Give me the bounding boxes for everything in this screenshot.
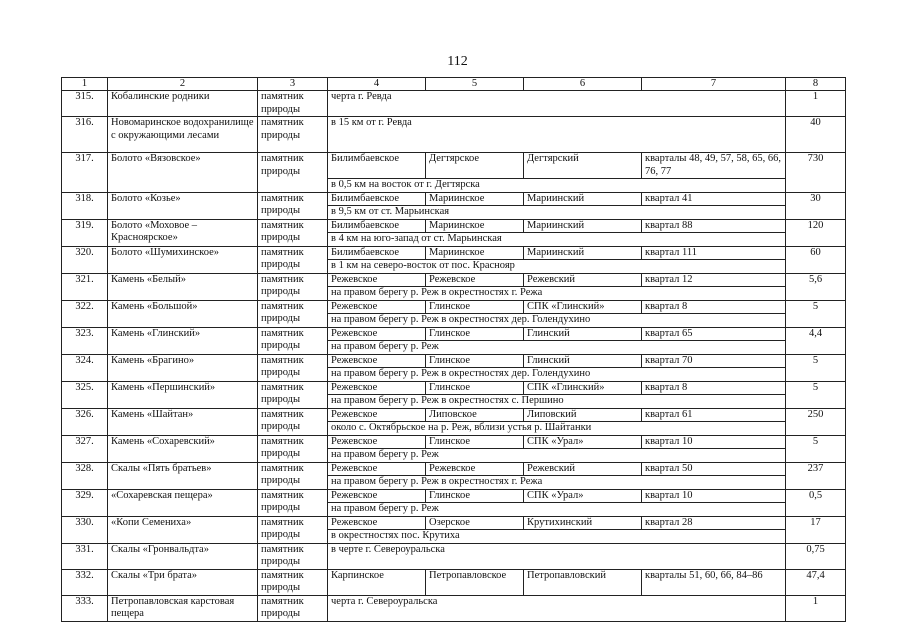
site-forestry-cell: Режевский bbox=[524, 462, 642, 476]
table-row bbox=[62, 489, 846, 503]
col-header-1: 1 bbox=[62, 78, 108, 91]
object-name: Болото «Козье» bbox=[108, 192, 258, 219]
object-category: памятник природы bbox=[258, 91, 328, 117]
table-row bbox=[62, 246, 846, 260]
object-name: Новомаринское водохранилище с окружающими лесами bbox=[108, 117, 258, 153]
district-forestry-cell: Липовское bbox=[426, 408, 524, 422]
table-row bbox=[62, 408, 846, 422]
area-cell: 5,6 bbox=[786, 273, 846, 300]
quarter-cell: кварталы 48, 49, 57, 58, 65, 66, 76, 77 bbox=[642, 153, 786, 179]
object-name: Болото «Вязовское» bbox=[108, 153, 258, 193]
object-category: памятник природы bbox=[258, 192, 328, 219]
forestry-cell: Билимбаевское bbox=[328, 192, 426, 206]
object-category: памятник природы bbox=[258, 117, 328, 153]
col-header-7: 7 bbox=[642, 78, 786, 91]
table-body bbox=[62, 91, 846, 622]
area-cell: 730 bbox=[786, 153, 846, 193]
row-number: 325. bbox=[62, 381, 108, 408]
header-row bbox=[62, 78, 846, 91]
table-row bbox=[62, 117, 846, 153]
object-name: Скалы «Гронвальдта» bbox=[108, 543, 258, 569]
forestry-cell: Режевское bbox=[328, 462, 426, 476]
location-cell: на правом берегу р. Реж в окрестностях дер. Голендухино bbox=[328, 314, 786, 328]
row-number: 322. bbox=[62, 300, 108, 327]
district-forestry-cell: Глинское bbox=[426, 300, 524, 314]
location-cell: на правом берегу р. Реж в окрестностях г. Режа bbox=[328, 287, 786, 301]
row-number: 330. bbox=[62, 516, 108, 543]
object-category: памятник природы bbox=[258, 462, 328, 489]
site-forestry-cell: Глинский bbox=[524, 354, 642, 368]
forestry-cell: Режевское bbox=[328, 408, 426, 422]
quarter-cell: квартал 8 bbox=[642, 381, 786, 395]
quarter-cell: квартал 41 bbox=[642, 192, 786, 206]
quarter-cell: квартал 61 bbox=[642, 408, 786, 422]
row-number: 319. bbox=[62, 219, 108, 246]
col-header-5: 5 bbox=[426, 78, 524, 91]
object-category: памятник природы bbox=[258, 300, 328, 327]
location-cell: около с. Октябрьское на р. Реж, вблизи устья р. Шайтанки bbox=[328, 422, 786, 436]
forestry-cell: Режевское bbox=[328, 489, 426, 503]
forestry-cell: Режевское bbox=[328, 327, 426, 341]
object-category: памятник природы bbox=[258, 569, 328, 595]
site-forestry-cell: СПК «Урал» bbox=[524, 435, 642, 449]
quarter-cell: квартал 8 bbox=[642, 300, 786, 314]
area-cell: 4,4 bbox=[786, 327, 846, 354]
object-name: «Сохаревская пещера» bbox=[108, 489, 258, 516]
area-cell: 1 bbox=[786, 91, 846, 117]
object-name: Петропавловская карстовая пещера bbox=[108, 595, 258, 621]
row-number: 316. bbox=[62, 117, 108, 153]
district-forestry-cell: Мариинское bbox=[426, 192, 524, 206]
object-name: Камень «Глинский» bbox=[108, 327, 258, 354]
object-name: Скалы «Три брата» bbox=[108, 569, 258, 595]
site-forestry-cell: Липовский bbox=[524, 408, 642, 422]
col-header-4: 4 bbox=[328, 78, 426, 91]
forestry-cell: Билимбаевское bbox=[328, 153, 426, 179]
location-cell: в 9,5 км от ст. Марьинская bbox=[328, 206, 786, 220]
table-row bbox=[62, 219, 846, 233]
site-forestry-cell: СПК «Глинский» bbox=[524, 300, 642, 314]
col-header-6: 6 bbox=[524, 78, 642, 91]
location-cell: черта г. Ревда bbox=[328, 91, 786, 117]
row-number: 327. bbox=[62, 435, 108, 462]
object-name: Камень «Сохаревский» bbox=[108, 435, 258, 462]
object-category: памятник природы bbox=[258, 408, 328, 435]
area-cell: 47,4 bbox=[786, 569, 846, 595]
table-row bbox=[62, 543, 846, 569]
object-name: Камень «Першинский» bbox=[108, 381, 258, 408]
row-number: 329. bbox=[62, 489, 108, 516]
forestry-cell: Режевское bbox=[328, 381, 426, 395]
protected-areas-table bbox=[61, 77, 846, 622]
table-row bbox=[62, 595, 846, 621]
quarter-cell: квартал 70 bbox=[642, 354, 786, 368]
row-number: 326. bbox=[62, 408, 108, 435]
table-row bbox=[62, 462, 846, 476]
col-header-8: 8 bbox=[786, 78, 846, 91]
location-cell: в черте г. Североуральска bbox=[328, 543, 786, 569]
object-name: «Копи Семениха» bbox=[108, 516, 258, 543]
area-cell: 120 bbox=[786, 219, 846, 246]
area-cell: 0,75 bbox=[786, 543, 846, 569]
site-forestry-cell: Петропавловский bbox=[524, 569, 642, 595]
table-row bbox=[62, 273, 846, 287]
object-category: памятник природы bbox=[258, 327, 328, 354]
object-category: памятник природы bbox=[258, 595, 328, 621]
row-number: 331. bbox=[62, 543, 108, 569]
district-forestry-cell: Мариинское bbox=[426, 246, 524, 260]
quarter-cell: квартал 28 bbox=[642, 516, 786, 530]
location-cell: на правом берегу р. Реж в окрестностях г. Режа bbox=[328, 476, 786, 490]
area-cell: 60 bbox=[786, 246, 846, 273]
object-category: памятник природы bbox=[258, 489, 328, 516]
object-category: памятник природы bbox=[258, 354, 328, 381]
district-forestry-cell: Глинское bbox=[426, 381, 524, 395]
location-cell: в 1 км на северо-восток от пос. Краснояр bbox=[328, 260, 786, 274]
object-name: Камень «Брагино» bbox=[108, 354, 258, 381]
object-category: памятник природы bbox=[258, 543, 328, 569]
location-cell: на правом берегу р. Реж bbox=[328, 503, 786, 517]
row-number: 333. bbox=[62, 595, 108, 621]
district-forestry-cell: Озерское bbox=[426, 516, 524, 530]
site-forestry-cell: Мариинский bbox=[524, 219, 642, 233]
quarter-cell: квартал 50 bbox=[642, 462, 786, 476]
col-header-3: 3 bbox=[258, 78, 328, 91]
object-category: памятник природы bbox=[258, 381, 328, 408]
location-cell: на правом берегу р. Реж в окрестностях с. Першино bbox=[328, 395, 786, 409]
table-row bbox=[62, 569, 846, 595]
area-cell: 40 bbox=[786, 117, 846, 153]
quarter-cell: квартал 10 bbox=[642, 489, 786, 503]
area-cell: 5 bbox=[786, 300, 846, 327]
object-category: памятник природы bbox=[258, 516, 328, 543]
site-forestry-cell: СПК «Урал» bbox=[524, 489, 642, 503]
location-cell: на правом берегу р. Реж в окрестностях дер. Голендухино bbox=[328, 368, 786, 382]
location-cell: в 0,5 км на восток от г. Дегтярска bbox=[328, 179, 786, 193]
table-row bbox=[62, 91, 846, 117]
area-cell: 1 bbox=[786, 595, 846, 621]
row-number: 315. bbox=[62, 91, 108, 117]
location-cell: в окрестностях пос. Крутиха bbox=[328, 530, 786, 544]
district-forestry-cell: Глинское bbox=[426, 327, 524, 341]
area-cell: 0,5 bbox=[786, 489, 846, 516]
table-row bbox=[62, 192, 846, 206]
location-cell: в 4 км на юго-запад от ст. Марьинская bbox=[328, 233, 786, 247]
quarter-cell: квартал 65 bbox=[642, 327, 786, 341]
table-row bbox=[62, 153, 846, 179]
object-name: Камень «Шайтан» bbox=[108, 408, 258, 435]
forestry-cell: Режевское bbox=[328, 516, 426, 530]
forestry-cell: Режевское bbox=[328, 435, 426, 449]
col-header-2: 2 bbox=[108, 78, 258, 91]
site-forestry-cell: Мариинский bbox=[524, 246, 642, 260]
site-forestry-cell: Глинский bbox=[524, 327, 642, 341]
quarter-cell: квартал 111 bbox=[642, 246, 786, 260]
location-cell: черта г. Североуральска bbox=[328, 595, 786, 621]
site-forestry-cell: Мариинский bbox=[524, 192, 642, 206]
row-number: 318. bbox=[62, 192, 108, 219]
location-cell: на правом берегу р. Реж bbox=[328, 341, 786, 355]
table-row bbox=[62, 516, 846, 530]
district-forestry-cell: Мариинское bbox=[426, 219, 524, 233]
table-row bbox=[62, 381, 846, 395]
location-cell: в 15 км от г. Ревда bbox=[328, 117, 786, 153]
forestry-cell: Режевское bbox=[328, 354, 426, 368]
area-cell: 30 bbox=[786, 192, 846, 219]
area-cell: 5 bbox=[786, 381, 846, 408]
district-forestry-cell: Глинское bbox=[426, 489, 524, 503]
district-forestry-cell: Дегтярское bbox=[426, 153, 524, 179]
row-number: 321. bbox=[62, 273, 108, 300]
district-forestry-cell: Режевское bbox=[426, 462, 524, 476]
row-number: 317. bbox=[62, 153, 108, 193]
row-number: 323. bbox=[62, 327, 108, 354]
forestry-cell: Билимбаевское bbox=[328, 219, 426, 233]
row-number: 320. bbox=[62, 246, 108, 273]
object-name: Камень «Большой» bbox=[108, 300, 258, 327]
row-number: 324. bbox=[62, 354, 108, 381]
district-forestry-cell: Петропавловское bbox=[426, 569, 524, 595]
object-name: Болото «Моховое – Красноярское» bbox=[108, 219, 258, 246]
area-cell: 5 bbox=[786, 435, 846, 462]
site-forestry-cell: Дегтярский bbox=[524, 153, 642, 179]
object-category: памятник природы bbox=[258, 153, 328, 193]
object-category: памятник природы bbox=[258, 219, 328, 246]
table-row bbox=[62, 435, 846, 449]
object-name: Камень «Белый» bbox=[108, 273, 258, 300]
object-name: Болото «Шумихинское» bbox=[108, 246, 258, 273]
district-forestry-cell: Глинское bbox=[426, 435, 524, 449]
forestry-cell: Билимбаевское bbox=[328, 246, 426, 260]
location-cell: на правом берегу р. Реж bbox=[328, 449, 786, 463]
row-number: 332. bbox=[62, 569, 108, 595]
forestry-cell: Карпинское bbox=[328, 569, 426, 595]
table-row bbox=[62, 327, 846, 341]
area-cell: 237 bbox=[786, 462, 846, 489]
quarter-cell: квартал 12 bbox=[642, 273, 786, 287]
quarter-cell: кварталы 51, 60, 66, 84–86 bbox=[642, 569, 786, 595]
object-category: памятник природы bbox=[258, 246, 328, 273]
object-category: памятник природы bbox=[258, 273, 328, 300]
district-forestry-cell: Режевское bbox=[426, 273, 524, 287]
quarter-cell: квартал 10 bbox=[642, 435, 786, 449]
table-row bbox=[62, 354, 846, 368]
object-name: Скалы «Пять братьев» bbox=[108, 462, 258, 489]
area-cell: 17 bbox=[786, 516, 846, 543]
quarter-cell: квартал 88 bbox=[642, 219, 786, 233]
object-name: Кобалинские родники bbox=[108, 91, 258, 117]
page-number: 112 bbox=[447, 54, 468, 69]
forestry-cell: Режевское bbox=[328, 273, 426, 287]
forestry-cell: Режевское bbox=[328, 300, 426, 314]
district-forestry-cell: Глинское bbox=[426, 354, 524, 368]
site-forestry-cell: Режевский bbox=[524, 273, 642, 287]
table-row bbox=[62, 300, 846, 314]
area-cell: 250 bbox=[786, 408, 846, 435]
row-number: 328. bbox=[62, 462, 108, 489]
object-category: памятник природы bbox=[258, 435, 328, 462]
area-cell: 5 bbox=[786, 354, 846, 381]
site-forestry-cell: СПК «Глинский» bbox=[524, 381, 642, 395]
site-forestry-cell: Крутихинский bbox=[524, 516, 642, 530]
